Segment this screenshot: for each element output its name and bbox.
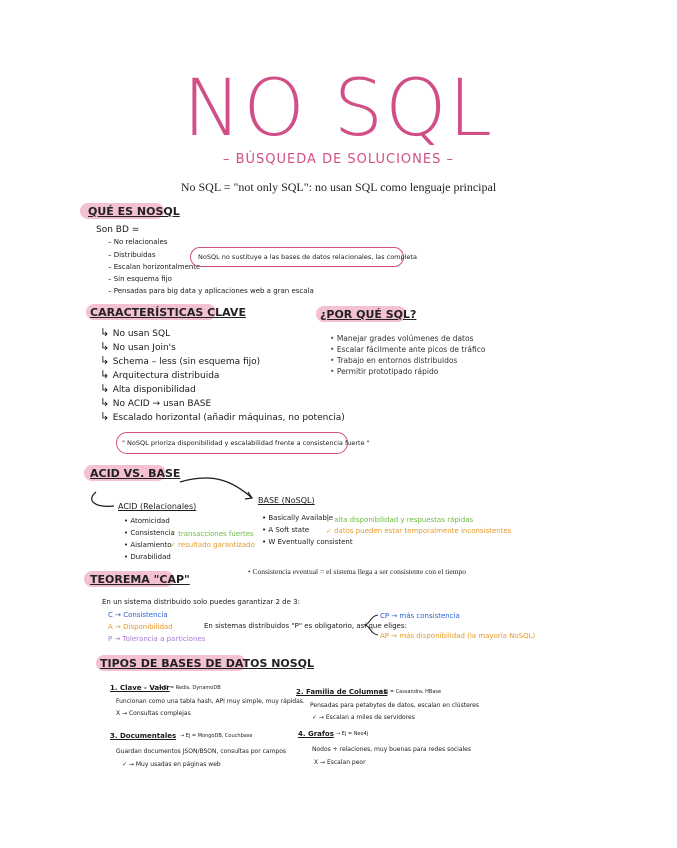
cap-item-text: A → Disponibilidad <box>108 623 173 631</box>
acid-item: • Aislamiento <box>124 541 172 549</box>
acid-note <box>170 530 254 538</box>
que-es-item: – Distribuidas <box>108 251 156 259</box>
que-es-note: NoSQL no sustituye a las bases de datos relacionales, las completa <box>198 253 417 261</box>
tipo-title-clave-valor: 1. Clave - Valor <box>110 684 170 692</box>
acid-note <box>170 541 255 549</box>
caracteristica-item <box>100 382 345 396</box>
que-es-intro: Son BD = <box>96 225 140 235</box>
section-heading-tipos: TIPOS DE BASES DE DATOS NOSQL <box>100 657 315 670</box>
caracteristica-label: Alta disponibilidad <box>112 385 196 395</box>
cap-item <box>108 611 168 619</box>
tipo-example: → Ej = Redis, DynamoDB <box>158 685 221 691</box>
tipo-desc: Pensadas para petabytes de datos, escalan en clústeres <box>310 702 479 709</box>
que-es-item: – Sin esquema fijo <box>108 275 172 283</box>
base-note-text: ✓ datos pueden estar temporalmente inconsistentes <box>326 527 512 535</box>
por-que-list <box>330 333 485 377</box>
tipo-con: ✓ → Muy usadas en páginas web <box>122 761 221 768</box>
caracteristica-label: No usan Join's <box>112 343 176 353</box>
cap-choice <box>380 612 460 620</box>
cap-choice <box>380 632 535 640</box>
caracteristica-label: No usan SQL <box>112 329 171 339</box>
que-es-item: – No relacionales <box>108 238 168 246</box>
cap-item <box>108 635 205 643</box>
base-note <box>326 516 473 524</box>
cap-item-text: C → Consistencia <box>108 611 168 619</box>
page-title: NO SQL <box>183 64 494 154</box>
consistencia-eventual-text: • Consistencia eventual = el sistema llega a ser consistente con el tiempo <box>248 567 467 576</box>
acid-note-text: ✓ resultado garantizado <box>170 541 255 549</box>
connector-arrows <box>84 472 264 522</box>
acid-item: • Consistencia <box>124 529 175 537</box>
acid-item: • Atomicidad <box>124 517 170 525</box>
base-item: • W Eventually consistent <box>262 538 353 546</box>
tipo-example: → Ej = Neo4j <box>336 731 369 737</box>
bent-arrow-icon: ↳ <box>100 354 113 367</box>
tagline: No SQL = "not only SQL": no usan SQL como lenguaje principal <box>180 180 497 194</box>
tipo-con: ✓ → Escalan a miles de servidores <box>312 714 415 721</box>
caracteristica-label: Escalado horizontal (añadir máquinas, no potencia) <box>112 413 345 423</box>
caracteristica-item <box>100 410 345 424</box>
caracteristicas-quote: " NoSQL prioriza disponibilidad y escalabilidad frente a consistencia fuerte " <box>122 439 370 447</box>
por-que-item: • Manejar grades volúmenes de datos <box>330 333 485 344</box>
tipo-con: X → Escalan peor <box>314 759 366 766</box>
base-title: BASE (NoSQL) <box>258 496 315 505</box>
caracteristica-item <box>100 396 345 410</box>
caracteristica-label: No ACID → usan BASE <box>112 399 212 409</box>
por-que-item: • Permitir prototipado rápido <box>330 366 485 377</box>
acid-note-text: ✓ transacciones fuertes <box>170 530 254 538</box>
que-es-item: – Escalan horizontalmente <box>108 263 201 271</box>
caracteristica-label: Schema – less (sin esquema fijo) <box>112 357 261 367</box>
consistencia-eventual <box>248 567 466 576</box>
tipo-desc: Nodos + relaciones, muy buenas para redes sociales <box>312 746 471 753</box>
branch-arrows <box>362 612 382 638</box>
section-heading-acid-base: ACID VS. BASE <box>90 467 181 480</box>
bent-arrow-icon: ↳ <box>100 368 113 381</box>
caracteristica-item <box>100 368 345 382</box>
acid-title: ACID (Relacionales) <box>118 502 197 511</box>
cap-choice-text: AP → más disponibilidad (la mayoría NoSQL) <box>380 632 536 640</box>
bent-arrow-icon: ↳ <box>100 382 113 395</box>
bent-arrow-icon: ↳ <box>100 340 113 353</box>
cap-middle: En sistemas distribuidos "P" es obligatorio, así que eliges: <box>204 622 407 630</box>
bent-arrow-icon: ↳ <box>100 396 113 409</box>
cap-item-text: P → Tolerancia a particiones <box>108 635 206 643</box>
caracteristica-label: Arquitectura distribuida <box>112 371 220 381</box>
cap-intro: En un sistema distribuido solo puedes garantizar 2 de 3: <box>102 598 300 606</box>
tipo-title-columnas: 2. Familia de Columnas <box>296 688 388 696</box>
tipo-desc: Guardan documentos JSON/BSON, consultas por campos <box>116 748 287 755</box>
section-heading-cap: TEOREMA "CAP" <box>90 573 190 586</box>
section-heading-que-es: QUÉ ES NOSQL <box>88 205 180 218</box>
tipo-con: X → Consultas complejas <box>116 710 191 717</box>
tipo-title-documentales: 3. Documentales <box>110 732 177 740</box>
caracteristica-item <box>100 326 345 340</box>
base-item: • Basically Available <box>262 514 334 522</box>
por-que-item: • Trabajo en entornos distribuidos <box>330 355 485 366</box>
caracteristica-item <box>100 354 345 368</box>
section-heading-caracteristicas: CARACTERÍSTICAS CLAVE <box>90 306 246 319</box>
tipo-desc: Funcionan como una tabla hash, API muy simple, muy rápidas. <box>116 698 305 705</box>
caracteristica-item <box>100 340 345 354</box>
page-subtitle: – BÚSQUEDA DE SOLUCIONES – <box>222 152 454 167</box>
cap-choice-text: CP → más consistencia <box>380 612 460 620</box>
base-item: • A Soft state <box>262 526 310 534</box>
base-note-text: ✓ alta disponibilidad y respuestas rápidas <box>326 516 474 524</box>
por-que-item: • Escalar fácilmente ante picos de tráfico <box>330 344 485 355</box>
bent-arrow-icon: ↳ <box>100 410 113 423</box>
caracteristicas-list <box>100 326 345 424</box>
tipo-title-grafos: 4. Grafos <box>298 730 334 738</box>
tipo-example: → Ej = Cassandra, HBase <box>378 689 442 695</box>
cap-item <box>108 623 173 631</box>
base-note <box>326 527 511 535</box>
bent-arrow-icon: ↳ <box>100 326 113 339</box>
que-es-item: – Pensadas para big data y aplicaciones web a gran escala <box>108 287 314 295</box>
acid-item: • Durabilidad <box>124 553 171 561</box>
section-heading-por-que: ¿POR QUÉ SQL? <box>320 308 417 321</box>
tipo-example: → Ej = MongoDB, Couchbase <box>180 733 253 739</box>
acid-list <box>124 517 175 565</box>
